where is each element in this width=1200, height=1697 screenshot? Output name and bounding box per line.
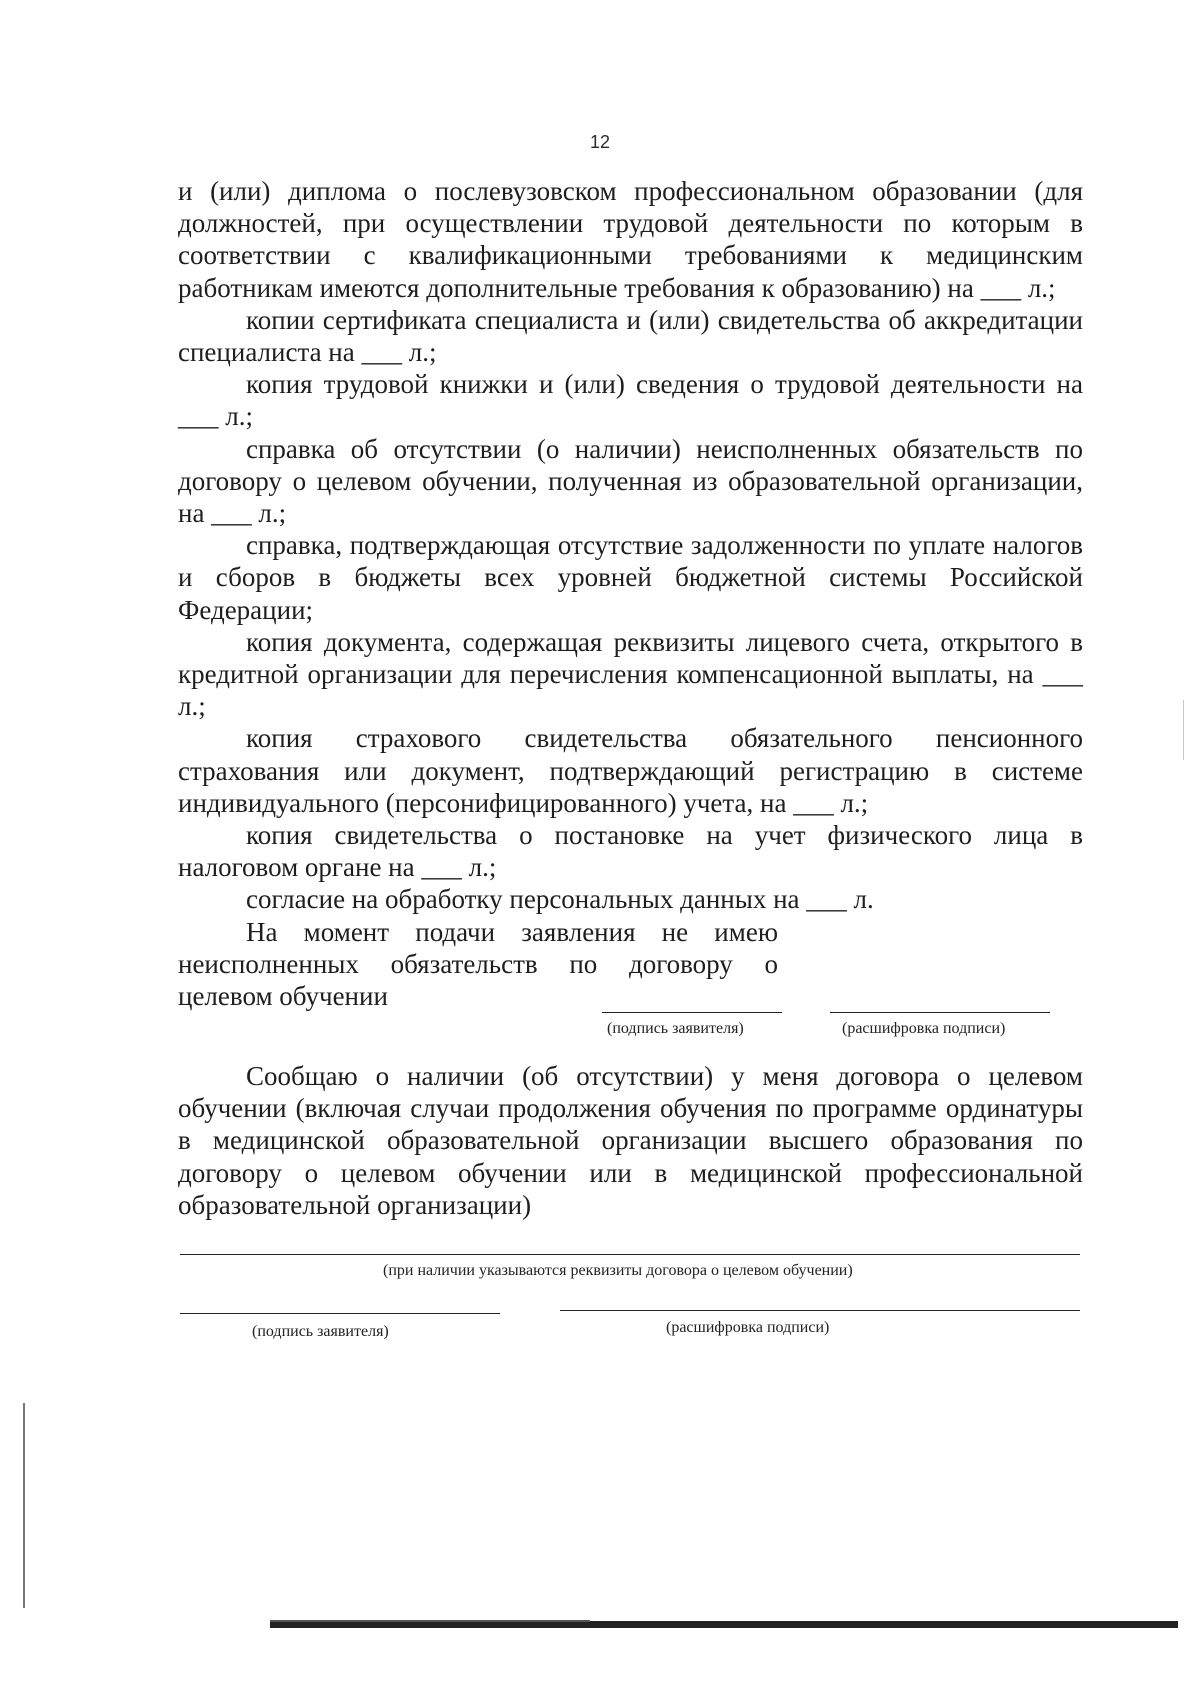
paragraph-tax-reference: справка, подтверждающая отсутствие задолженности по уплате налогов и сборов в бюджеты всех уровней бюджетной системы Российской Федерации; [178, 530, 1083, 625]
bottom-scan-rule [270, 1621, 1178, 1628]
paragraph-contract-text: Сообщаю о наличии (об отсутствии) у меня договора о целевом обучении (включая случаи продолжения обучения по программе ординатуры в медицинской образовательной организации высшего образования по договору о целевом обучении или в медицинской профессиональной образовательной организации) [178, 1061, 1083, 1220]
paragraph-certificate: копии сертификата специалиста и (или) свидетельства об аккредитации специалиста на ___ л.; [178, 304, 1083, 368]
paragraph-obligations-reference: справка об отсутствии (о наличии) неисполненных обязательств по договору о целевом обучении, полученная из образовательной организации, на ___ л.; [178, 433, 1083, 529]
signature-caption-1: (подпись заявителя) [607, 1020, 744, 1037]
decryption-caption-2: (расшифровка подписи) [666, 1319, 830, 1336]
decryption-line-1[interactable] [830, 1012, 1050, 1013]
paragraph-personal-data-consent: согласие на обработку персональных данных на ___ л. [246, 884, 874, 915]
scan-edge-mark-right [1183, 700, 1184, 760]
decryption-line-2[interactable] [560, 1310, 1080, 1311]
page-number: 12 [589, 132, 611, 152]
paragraph-work-book: копия трудовой книжки и (или) сведения о трудовой деятельности на ___ л.; [178, 369, 1083, 432]
paragraph-bank-account: копия документа, содержащая реквизиты лицевого счета, открытого в кредитной организации для перечисления компенсационной выплаты, на ___ л.; [178, 626, 1083, 722]
paragraph-contract-info [178, 1060, 1083, 1221]
decryption-caption-1: (расшифровка подписи) [842, 1020, 1006, 1037]
document-body [178, 175, 1083, 1012]
contract-details-line[interactable] [180, 1254, 1080, 1255]
signature-line-1[interactable] [602, 1012, 782, 1013]
paragraph-diploma: и (или) диплома о послевузовском профессиональном образовании (для должностей, при осуществлении трудовой деятельности по которым в соответствии с квалификационными требованиями к медицинским работникам имеются дополнительные требования к образованию) на ___ л.; [178, 176, 1083, 303]
contract-details-caption: (при наличии указываются реквизиты договора о целевом обучении) [383, 1262, 853, 1279]
paragraph-pension-insurance: копия страхового свидетельства обязательного пенсионного страхования или документ, подтверждающий регистрацию в системе индивидуального (персонифицированного) учета, на ___ л.; [178, 723, 1083, 818]
paragraph-no-obligations: На момент подачи заявления не имею неисполненных обязательств по договору о целевом обучении [178, 916, 778, 1012]
paragraph-tax-registration: копия свидетельства о постановке на учет физического лица в налоговом органе на ___ л.; [178, 820, 1083, 883]
signature-caption-2: (подпись заявителя) [252, 1323, 389, 1340]
signature-line-2[interactable] [180, 1313, 500, 1314]
bottom-scan-rule-thin [270, 1620, 590, 1622]
scan-edge-mark [23, 1403, 25, 1608]
